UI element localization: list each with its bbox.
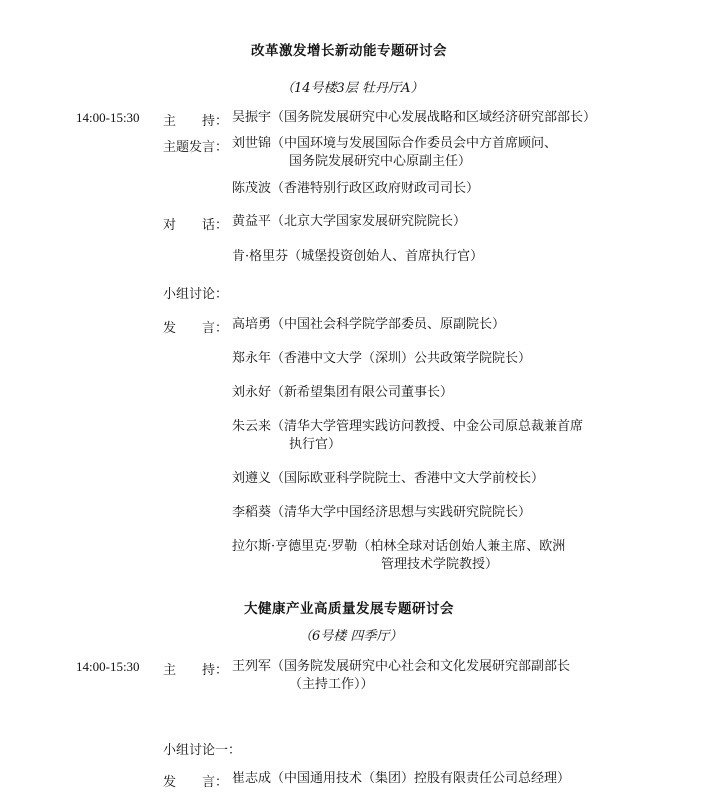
section2-panel-label: 小组讨论一： bbox=[163, 743, 242, 758]
section1-speaker-5: 刘遵义（国际欧亚科学院院士、香港中文大学前校长） bbox=[232, 471, 545, 486]
section2-time: 14:00-15:30 bbox=[76, 659, 140, 674]
section1-dialogue-1: 黄益平（北京大学国家发展研究院院长） bbox=[232, 214, 467, 229]
section2-host-role: 主 持： bbox=[163, 663, 229, 678]
section1-speaker-4-line2: 执行官） bbox=[289, 437, 342, 452]
section1-speaker-4-line1: 朱云来（清华大学管理实践访问教授、中金公司原总裁兼首席 bbox=[232, 419, 584, 434]
section1-speaker-7-line2: 管理技术学院教授） bbox=[381, 557, 499, 572]
section1-speaker-1: 高培勇（中国社会科学院学部委员、原副院长） bbox=[232, 317, 506, 332]
section2-venue: （6号楼 四季厅） bbox=[299, 629, 403, 644]
section1-speaker-2: 郑永年（香港中文大学（深圳）公共政策学院院长） bbox=[232, 351, 532, 366]
section1-title: 改革激发增长新动能专题研讨会 bbox=[251, 43, 447, 59]
section1-speaker-6: 李稻葵（清华大学中国经济思想与实践研究院院长） bbox=[232, 505, 532, 520]
section1-panel-label: 小组讨论： bbox=[163, 287, 229, 302]
section1-keynote-1-line2: 国务院发展研究中心原副主任） bbox=[289, 154, 472, 169]
section1-dialogue-2: 肯·格里芬（城堡投资创始人、首席执行官） bbox=[232, 249, 484, 264]
section1-dialogue-role: 对 话： bbox=[163, 218, 229, 233]
section1-keynote-2: 陈茂波（香港特别行政区政府财政司司长） bbox=[232, 181, 480, 196]
section2-speaker-1: 崔志成（中国通用技术（集团）控股有限责任公司总经理） bbox=[232, 771, 571, 786]
section1-speaker-3: 刘永好（新希望集团有限公司董事长） bbox=[232, 385, 454, 400]
section2-host-line2: （主持工作）） bbox=[289, 677, 374, 692]
section2-title: 大健康产业高质量发展专题研讨会 bbox=[244, 601, 454, 617]
section1-speech-role: 发 言： bbox=[163, 321, 229, 336]
section1-host: 吴振宇（国务院发展研究中心发展战略和区域经济研究部部长） bbox=[232, 110, 597, 125]
section1-speaker-7-line1: 拉尔斯·亨德里克·罗勒（柏林全球对话创始人兼主席、欧洲 bbox=[232, 539, 566, 554]
section2-host-line1: 王列军（国务院发展研究中心社会和文化发展研究部副部长 bbox=[232, 659, 571, 674]
section1-keynote-1-line1: 刘世锦（中国环境与发展国际合作委员会中方首席顾问、 bbox=[232, 136, 558, 151]
section1-venue: （14号楼3层 牡丹厅A） bbox=[281, 81, 424, 96]
section1-keynote-role: 主题发言： bbox=[163, 140, 229, 155]
section1-time: 14:00-15:30 bbox=[76, 110, 140, 125]
section1-host-role: 主 持： bbox=[163, 114, 229, 129]
section2-speech-role: 发 言： bbox=[163, 775, 229, 790]
